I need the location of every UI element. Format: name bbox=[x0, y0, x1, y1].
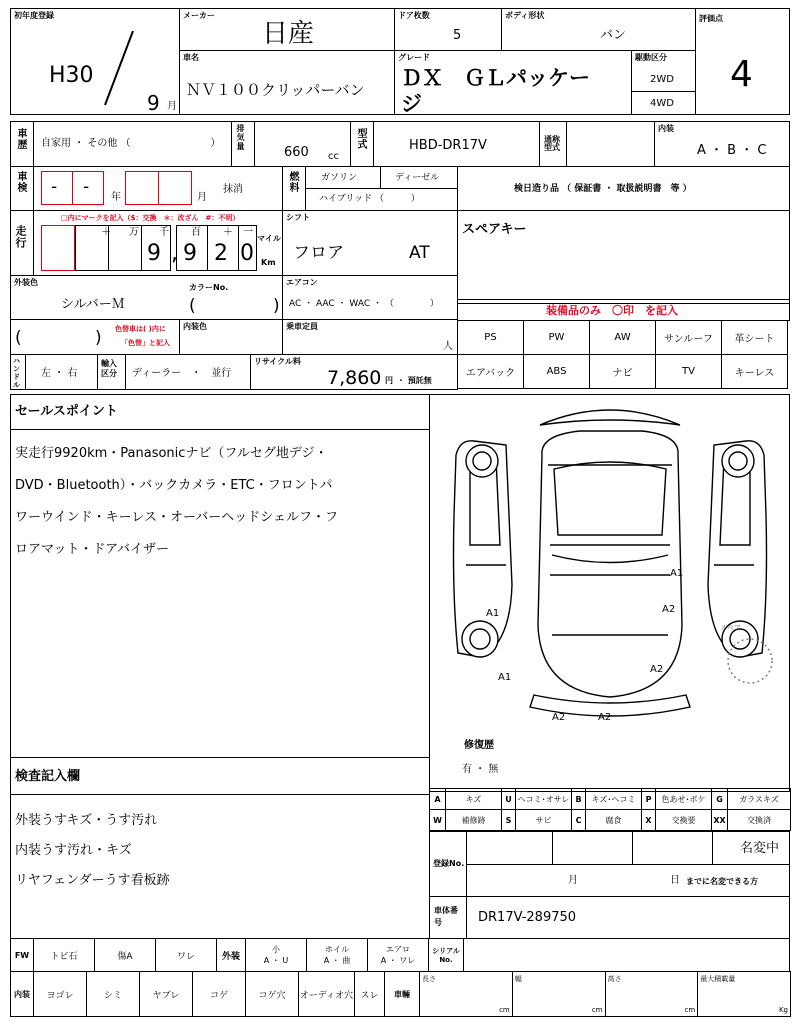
documents-value: 検日造り品 （ 保証書 ・ 取扱説明書 等 ） bbox=[514, 184, 692, 194]
inspection-month-unit: 月 bbox=[197, 192, 207, 203]
displacement-label: 排気量 bbox=[236, 124, 245, 151]
fw-item: ワレ bbox=[155, 938, 217, 972]
inspection-date-label: 車検 bbox=[15, 171, 26, 193]
import-value: ディーラー ・ 並行 bbox=[132, 368, 232, 379]
inspection-notes-section bbox=[10, 757, 430, 939]
mileage-digit: 2 bbox=[214, 241, 228, 266]
vehicle-dim bbox=[419, 971, 513, 1017]
mileage-digit: 9 bbox=[183, 241, 197, 266]
exterior-item bbox=[367, 938, 429, 972]
exterior-value: A ・ ワレ bbox=[380, 956, 416, 965]
fw-item: トビ石 bbox=[33, 938, 95, 972]
exterior-value: A ・ U bbox=[263, 956, 289, 965]
dim-unit: cm bbox=[499, 1006, 510, 1014]
equipment-title-cell bbox=[457, 299, 790, 321]
displacement-value: 660 bbox=[284, 145, 309, 160]
legend-code: G bbox=[711, 788, 728, 810]
sales-line: 実走行9920km・Panasonicナビ（フルセグ地デジ・ bbox=[15, 446, 328, 461]
chassis-label: 車体番号 bbox=[434, 906, 458, 927]
exterior-value: A ・ 曲 bbox=[323, 956, 351, 965]
grade-points-label: 評価点 bbox=[699, 14, 723, 23]
shift-cell bbox=[282, 210, 458, 276]
fuel-gasoline: ガソリン bbox=[321, 173, 358, 183]
shift-type: AT bbox=[409, 243, 430, 263]
handle-value: 左 ・ 右 bbox=[41, 368, 78, 379]
legend-meaning: キズ bbox=[445, 788, 502, 810]
dim-label: 幅 bbox=[514, 975, 522, 983]
registration-month-unit: 月 bbox=[568, 875, 578, 886]
mileage-label: 走行 bbox=[14, 225, 27, 249]
history-label: 車歴 bbox=[15, 128, 26, 150]
dim-label: 高さ bbox=[607, 975, 622, 983]
common-type-label: 通称型式 bbox=[544, 135, 560, 152]
inspection-note: 外装うすキズ・うす汚れ bbox=[15, 813, 158, 828]
interior-grade-cell bbox=[654, 121, 790, 167]
damage-mark: A1 bbox=[498, 672, 512, 683]
auction-sheet bbox=[10, 8, 790, 1018]
grade-points-value: 4 bbox=[730, 54, 753, 95]
aircon-label: エアコン bbox=[286, 278, 318, 287]
model-value: ＮＶ１００クリッパーバン bbox=[186, 81, 365, 99]
equipment-item: PW bbox=[523, 320, 590, 355]
exterior-item bbox=[306, 938, 368, 972]
dim-label: 最大積載量 bbox=[700, 975, 736, 983]
drive-label: 駆動区分 bbox=[635, 53, 667, 62]
legend-code: XX bbox=[711, 809, 728, 831]
reg-month-unit: 月 bbox=[167, 101, 177, 112]
damage-mark: A2 bbox=[552, 712, 566, 723]
interior-item: ヤブレ bbox=[139, 971, 193, 1017]
legend-code: U bbox=[501, 788, 516, 810]
repair-history-value: 有 ・ 無 bbox=[462, 764, 499, 775]
type-cell bbox=[350, 121, 540, 167]
name-change-label: 名変中 bbox=[740, 841, 780, 856]
serial-value bbox=[463, 938, 790, 972]
mileage-digit: 0 bbox=[240, 241, 254, 266]
type-label: 型式 bbox=[355, 128, 366, 150]
inspection-note: リヤフェンダーうす看板跡 bbox=[15, 873, 170, 888]
legend-code: C bbox=[571, 809, 586, 831]
sales-line: ロアマット・ドアバイザー bbox=[15, 542, 170, 557]
displacement-cell bbox=[231, 121, 351, 167]
equipment-item: サンルーフ bbox=[655, 320, 722, 355]
repair-history-label: 修復歴 bbox=[464, 740, 494, 751]
capacity-unit: 人 bbox=[443, 341, 453, 352]
fuel-diesel: ディーゼル bbox=[395, 173, 440, 183]
exterior-size: ホイル bbox=[325, 945, 349, 954]
equipment-item: エアバック bbox=[457, 354, 524, 389]
handle-cell bbox=[10, 354, 98, 390]
interior-color-cell bbox=[179, 319, 283, 355]
interior-label: 内装 bbox=[10, 971, 34, 1017]
legend-meaning: 補修跡 bbox=[445, 809, 502, 831]
slash-mark bbox=[101, 29, 141, 109]
fw-label: FW bbox=[10, 938, 34, 972]
vehicle-dim bbox=[605, 971, 699, 1017]
reg-month: 9 bbox=[147, 91, 160, 115]
damage-mark: A1 bbox=[486, 608, 500, 619]
maker-label: メーカー bbox=[183, 11, 215, 20]
aircon-cell bbox=[282, 275, 458, 320]
import-label: 輸入区分 bbox=[101, 359, 117, 378]
aircon-value: AC ・ AAC ・ WAC ・ （ ） bbox=[289, 299, 439, 309]
grade-value: ＤＸ ＧＬパッケージ bbox=[401, 66, 590, 116]
history-cell bbox=[10, 121, 232, 167]
equipment-item: 革シート bbox=[721, 320, 788, 355]
dim-unit: Kg bbox=[778, 1006, 788, 1014]
interior-value: A ・ B ・ C bbox=[697, 143, 767, 158]
interior-item: スレ bbox=[354, 971, 385, 1017]
fuel-cell bbox=[282, 166, 458, 211]
equipment-title: 装備品のみ 〇印 を記入 bbox=[546, 304, 678, 317]
chassis-value: DR17V-289750 bbox=[478, 910, 577, 925]
drive-cell bbox=[631, 50, 696, 115]
model-label: 車名 bbox=[183, 53, 199, 62]
grade-cell bbox=[394, 50, 632, 115]
grade-points-cell bbox=[695, 8, 790, 115]
doors-label: ドア枚数 bbox=[398, 11, 430, 20]
sales-points-title: セールスポイント bbox=[15, 404, 118, 419]
fuel-hybrid: ハイブリッド （ ） bbox=[319, 194, 420, 204]
dim-unit: cm bbox=[684, 1006, 696, 1014]
sales-line: ワーウインド・キーレス・オーバーヘッドシェルフ・フ bbox=[15, 510, 339, 525]
history-value: 自家用 ・ その他 （ ） bbox=[41, 138, 221, 149]
registration-label: 登録No. bbox=[433, 859, 465, 868]
interior-item: ヨゴレ bbox=[33, 971, 87, 1017]
recycle-unit: 円 bbox=[385, 376, 393, 385]
repaint-cell: ( ) 色替車は( )内に 「色替」と記入 bbox=[10, 319, 180, 355]
legend-meaning: 交換要 bbox=[655, 809, 712, 831]
drive-4wd: 4WD bbox=[650, 98, 674, 109]
reg-year: H30 bbox=[49, 63, 94, 88]
body-cell bbox=[501, 8, 696, 51]
damage-diagram-section bbox=[429, 394, 790, 792]
expired-label: 抹消 bbox=[223, 184, 243, 195]
chassis-cell bbox=[429, 896, 790, 939]
registration-cell bbox=[429, 831, 790, 897]
equipment-item: PS bbox=[457, 320, 524, 355]
legend-meaning: 色あせ･ボケ bbox=[655, 788, 712, 810]
sales-line: DVD・Bluetooth）・バックカメラ・ETC・フロントパ bbox=[15, 478, 333, 493]
interior-item: コゲ bbox=[192, 971, 246, 1017]
body-label: ボディ形状 bbox=[505, 11, 545, 20]
dim-unit: cm bbox=[591, 1006, 603, 1014]
exterior-color-cell: 外装色 シルバーＭ カラーNo. ( ) bbox=[10, 275, 283, 320]
interior-item: オーディオ穴 bbox=[298, 971, 355, 1017]
spare-label: スペア bbox=[720, 624, 741, 632]
extras-value: スペアキー bbox=[462, 222, 527, 237]
legend-code: B bbox=[571, 788, 586, 810]
damage-mark: A2 bbox=[650, 664, 664, 675]
damage-mark: A2 bbox=[598, 712, 612, 723]
mileage-cell: 走行 □内にマークを記入（$：交換 ＊：改ざん #：不明） ＋ 万 千 百 ＋ 一 9 , 9 2 0 マイル Km bbox=[10, 210, 283, 276]
interior-label: 内装 bbox=[658, 124, 674, 133]
fw-item: 傷A bbox=[94, 938, 156, 972]
registration-day-unit: 日 bbox=[670, 875, 680, 886]
type-value: HBD-DR17V bbox=[409, 138, 487, 153]
legend-meaning: サビ bbox=[515, 809, 572, 831]
capacity-cell bbox=[282, 319, 458, 355]
grade-label: グレード bbox=[398, 53, 430, 62]
mile-label: マイル bbox=[257, 234, 281, 243]
displacement-unit: cc bbox=[328, 151, 339, 162]
legend-meaning: ヘコミ･オサレ bbox=[515, 788, 572, 810]
common-type-cell bbox=[539, 121, 655, 167]
equipment-item: ABS bbox=[523, 354, 590, 389]
legend-code: A bbox=[429, 788, 446, 810]
legend-code: S bbox=[501, 809, 516, 831]
serial-label: シリアルNo. bbox=[428, 938, 464, 972]
handle-label: ハンドル bbox=[13, 357, 20, 389]
equipment-item: ナビ bbox=[589, 354, 656, 389]
legend-meaning: 交換済 bbox=[727, 809, 791, 831]
legend-meaning: キズ･ヘコミ bbox=[585, 788, 642, 810]
equipment-item: TV bbox=[655, 354, 722, 389]
legend-meaning: ガラスキズ bbox=[727, 788, 791, 810]
interior-item: コゲ穴 bbox=[245, 971, 299, 1017]
car-outline-diagram bbox=[430, 395, 789, 725]
vehicle-dim bbox=[512, 971, 606, 1017]
exterior-color-value: シルバーＭ bbox=[61, 297, 125, 312]
registration-deadline: までに名変できる方 bbox=[686, 877, 758, 886]
interior-color-label: 内装色 bbox=[183, 322, 207, 331]
repaint-note-2: 「色替」と記入 bbox=[121, 339, 170, 347]
dim-label: 長さ bbox=[422, 975, 436, 983]
drive-2wd: 2WD bbox=[650, 74, 674, 85]
recycle-deposit: ・ 預託無 bbox=[397, 376, 432, 385]
equipment-item: AW bbox=[589, 320, 656, 355]
mileage-note: □内にマークを記入（$：交換 ＊：改ざん #：不明） bbox=[61, 214, 240, 222]
inspection-year-unit: 年 bbox=[111, 192, 121, 203]
exterior-size: 小 bbox=[272, 945, 280, 954]
legend-meaning: 腐食 bbox=[585, 809, 642, 831]
doors-cell bbox=[394, 8, 502, 51]
documents-cell bbox=[457, 166, 790, 211]
color-code-label: カラーNo. bbox=[189, 283, 229, 292]
legend-code: P bbox=[641, 788, 656, 810]
recycle-value: 7,860 bbox=[327, 367, 382, 389]
shift-value: フロア bbox=[293, 243, 344, 263]
recycle-label: リサイクル料 bbox=[254, 357, 301, 366]
inspection-note: 内装うす汚れ・キズ bbox=[15, 843, 132, 858]
fuel-label: 燃料 bbox=[287, 171, 298, 193]
repaint-note-1: 色替車は( )内に bbox=[115, 325, 166, 333]
vehicle-dim bbox=[697, 971, 791, 1017]
damage-mark: A1 bbox=[670, 568, 684, 579]
recycle-cell bbox=[250, 354, 458, 390]
body-value: バン bbox=[600, 28, 627, 43]
km-label: Km bbox=[261, 258, 276, 267]
shift-label: シフト bbox=[286, 213, 310, 222]
exterior-color-label: 外装色 bbox=[14, 278, 38, 287]
equipment-item: キーレス bbox=[721, 354, 788, 389]
import-cell bbox=[97, 354, 251, 390]
first-registration-cell bbox=[10, 8, 180, 115]
model-cell bbox=[179, 50, 395, 115]
damage-mark: A2 bbox=[662, 604, 676, 615]
inspection-date-cell: 車検 - - 年 月 抹消 bbox=[10, 166, 283, 211]
legend-code: X bbox=[641, 809, 656, 831]
sales-points-section bbox=[10, 394, 430, 758]
legend-code: W bbox=[429, 809, 446, 831]
extras-cell bbox=[457, 210, 790, 304]
capacity-label: 乗車定員 bbox=[286, 322, 318, 331]
first-reg-label: 初年度登録 bbox=[14, 11, 54, 20]
maker-value: 日産 bbox=[262, 19, 315, 49]
exterior-item bbox=[245, 938, 307, 972]
mileage-digit: 9 bbox=[147, 241, 161, 266]
vehicle-dims-label: 車輛 bbox=[384, 971, 420, 1017]
exterior-label: 外装 bbox=[216, 938, 246, 972]
inspection-notes-title: 検査記入欄 bbox=[15, 769, 81, 784]
maker-cell bbox=[179, 8, 395, 51]
exterior-size: エアロ bbox=[386, 945, 410, 954]
doors-value: 5 bbox=[453, 28, 462, 43]
interior-item: シミ bbox=[86, 971, 140, 1017]
